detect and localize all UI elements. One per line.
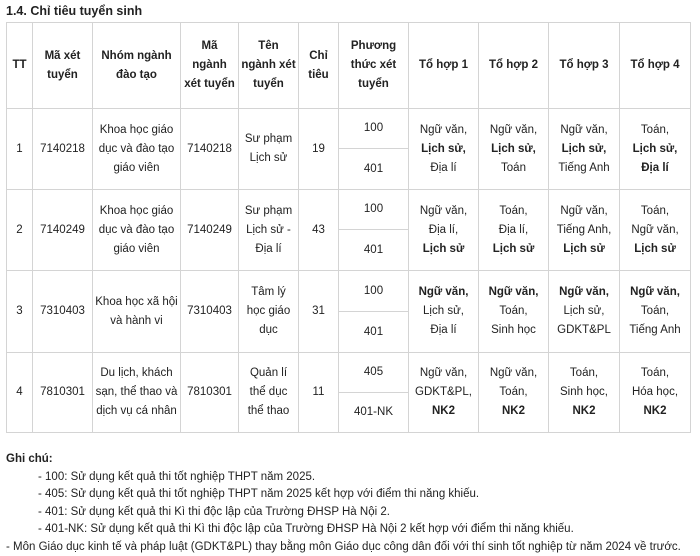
cell-combo-3 [549, 109, 620, 190]
cell-method: 100 [339, 109, 409, 149]
note-item: - 401-NK: Sử dụng kết quả thi Kì thi độc lập của Trường ĐHSP Hà Nội 2 kết hợp với điểm thi năng khiếu. [38, 523, 574, 535]
cell-combo-2 [479, 353, 549, 433]
combo-subject: Toán, [499, 204, 528, 217]
cell-ma-xet-tuyen: 7140249 [33, 190, 93, 271]
combo-subject: Tiếng Anh [629, 324, 681, 336]
combo-subject: Lịch sử [634, 242, 676, 255]
header-tt: TT [7, 23, 33, 109]
cell-ma-xet-tuyen: 7310403 [33, 271, 93, 353]
cell-ten-nganh: Quản lí thể dục thể thao [239, 353, 299, 433]
combo-subject: GDKT&PL, [415, 386, 472, 398]
table-header-row [7, 23, 691, 109]
section-heading: 1.4. Chỉ tiêu tuyển sinh [6, 4, 143, 18]
combo-subject: GDKT&PL [557, 324, 611, 336]
cell-method: 405 [339, 353, 409, 393]
cell-combo-4 [620, 190, 691, 271]
table-row [7, 353, 691, 393]
cell-ma-nganh: 7140218 [181, 109, 239, 190]
cell-combo-4 [620, 271, 691, 353]
combo-subject: Địa lí [641, 161, 669, 174]
header-ma-xet-tuyen: Mã xét tuyển [33, 23, 93, 109]
cell-combo-4 [620, 109, 691, 190]
combo-subject: Tiếng Anh [558, 161, 610, 174]
cell-method: 100 [339, 271, 409, 312]
cell-ma-xet-tuyen: 7810301 [33, 353, 93, 433]
combo-subject: Địa lí, [498, 223, 529, 236]
cell-ten-nganh: Tâm lý học giáo dục [239, 271, 299, 353]
cell-combo-2 [479, 271, 549, 353]
cell-ma-nganh: 7140249 [181, 190, 239, 271]
cell-nhom-nganh: Khoa học xã hội và hành vi [93, 271, 181, 353]
combo-subject: Lịch sử, [561, 142, 607, 155]
header-to-hop-4: Tổ hợp 4 [620, 23, 691, 109]
cell-tt: 2 [7, 190, 33, 271]
combo-subject: NK2 [501, 405, 525, 417]
combo-subject: Toán, [640, 367, 670, 379]
cell-method: 100 [339, 190, 409, 230]
combo-subject: Ngữ văn, [489, 367, 538, 379]
combo-subject: Ngữ văn, [488, 286, 539, 298]
combo-subject: Ngữ văn, [631, 223, 679, 236]
combo-subject: Địa lí [430, 324, 457, 336]
table-row [7, 190, 691, 230]
header-ten-nganh: Tên ngành xét tuyển [239, 23, 299, 109]
table-row [7, 271, 691, 312]
cell-method: 401-NK [339, 393, 409, 433]
combo-subject: Sinh học [491, 324, 536, 336]
combo-subject: Toán, [640, 204, 670, 217]
combo-subject: Ngữ văn, [630, 286, 680, 298]
header-to-hop-2: Tổ hợp 2 [479, 23, 549, 109]
cell-ten-nganh: Sư phạm Lịch sử - Địa lí [239, 190, 299, 271]
header-to-hop-3: Tổ hợp 3 [549, 23, 620, 109]
header-nhom-nganh: Nhóm ngành đào tạo [93, 23, 181, 109]
notes-section [6, 451, 696, 556]
cell-combo-4 [620, 353, 691, 433]
cell-combo-3 [549, 190, 620, 271]
cell-ma-xet-tuyen: 7140218 [33, 109, 93, 190]
cell-tt: 3 [7, 271, 33, 353]
combo-subject: Toán, [640, 305, 670, 317]
header-chi-tieu: Chỉ tiêu [299, 23, 339, 109]
combo-subject: Ngữ văn, [560, 123, 608, 136]
header-ma-nganh: Mã ngành xét tuyển [181, 23, 239, 109]
note-item: - 401: Sử dụng kết quả thi Kì thi độc lập của Trường ĐHSP Hà Nội 2. [38, 505, 390, 518]
combo-subject: Lịch sử, [563, 305, 605, 317]
cell-combo-1 [409, 353, 479, 433]
combo-subject: Lịch sử [492, 242, 535, 255]
note-item: - 100: Sử dụng kết quả thi tốt nghiệp THPT năm 2025. [38, 470, 316, 483]
cell-combo-2 [479, 190, 549, 271]
combo-subject: Ngữ văn, [419, 367, 468, 379]
combo-subject: Ngữ văn, [560, 204, 608, 217]
note-item: - 405: Sử dụng kết quả thi tốt nghiệp THPT năm 2025 kết hợp với điểm thi năng khiếu. [38, 488, 480, 500]
cell-nhom-nganh: Khoa học giáo dục và đào tạo giáo viên [93, 190, 181, 271]
cell-chi-tieu: 43 [299, 190, 339, 271]
combo-subject: Toán, [640, 123, 670, 136]
cell-combo-1 [409, 190, 479, 271]
combo-subject: Toán, [569, 367, 599, 379]
combo-subject: Toán, [499, 386, 528, 398]
cell-chi-tieu: 31 [299, 271, 339, 353]
cell-combo-2 [479, 109, 549, 190]
combo-subject: Sinh học, [560, 386, 608, 398]
cell-combo-1 [409, 271, 479, 353]
table-row [7, 109, 691, 149]
header-phuong-thuc: Phương thức xét tuyển [339, 23, 409, 109]
combo-subject: Toán [501, 161, 526, 174]
combo-subject: Toán, [499, 305, 528, 317]
notes-footer: - Môn Giáo dục kinh tế và pháp luật (GDKT&PL) thay bằng môn Giáo dục công dân đối với thí sinh tốt nghiệp từ năm 2024 về trước. [6, 540, 681, 553]
cell-chi-tieu: 19 [299, 109, 339, 190]
combo-subject: Ngữ văn, [418, 286, 469, 298]
cell-chi-tieu: 11 [299, 353, 339, 433]
cell-nhom-nganh: Du lịch, khách sạn, thể thao và dịch vụ cá nhân [93, 353, 181, 433]
combo-subject: Ngữ văn, [419, 204, 468, 217]
cell-tt: 1 [7, 109, 33, 190]
combo-subject: Lịch sử, [421, 142, 466, 155]
combo-subject: Tiếng Anh, [556, 223, 612, 236]
combo-subject: Hóa học, [631, 386, 679, 398]
combo-subject: Lịch sử, [491, 142, 536, 155]
admission-quota-table [6, 22, 691, 433]
cell-ma-nganh: 7810301 [181, 353, 239, 433]
combo-subject: Ngữ văn, [559, 286, 609, 298]
cell-method: 401 [339, 230, 409, 271]
cell-ten-nganh: Sư phạm Lịch sử [239, 109, 299, 190]
cell-combo-1 [409, 109, 479, 190]
notes-title: Ghi chú: [6, 453, 53, 465]
combo-subject: Lịch sử [563, 242, 605, 255]
cell-ma-nganh: 7310403 [181, 271, 239, 353]
combo-subject: Lịch sử, [632, 142, 678, 155]
cell-tt: 4 [7, 353, 33, 433]
cell-combo-3 [549, 353, 620, 433]
header-to-hop-1: Tổ hợp 1 [409, 23, 479, 109]
combo-subject: Địa lí, [428, 223, 459, 236]
combo-subject: Lịch sử [422, 242, 465, 255]
combo-subject: NK2 [431, 405, 455, 417]
combo-subject: Ngữ văn, [489, 123, 538, 136]
combo-subject: Địa lí [430, 161, 457, 174]
cell-method: 401 [339, 312, 409, 353]
cell-nhom-nganh: Khoa học giáo dục và đào tạo giáo viên [93, 109, 181, 190]
combo-subject: Ngữ văn, [419, 123, 468, 136]
cell-method: 401 [339, 149, 409, 190]
combo-subject: NK2 [643, 405, 667, 417]
cell-combo-3 [549, 271, 620, 353]
combo-subject: NK2 [572, 405, 596, 417]
combo-subject: Lịch sử, [423, 305, 464, 317]
